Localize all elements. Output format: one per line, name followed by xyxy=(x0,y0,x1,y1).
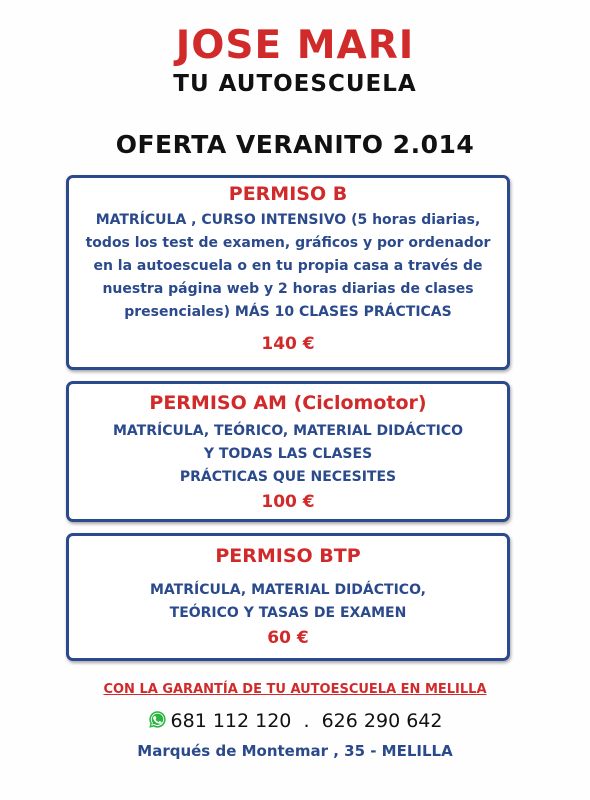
offer-description-line: PRÁCTICAS QUE NECESITES xyxy=(179,469,397,485)
phone-row xyxy=(0,707,590,735)
offer-card-permiso-am xyxy=(66,381,510,522)
offer-description-line: TEÓRICO Y TASAS DE EXAMEN xyxy=(169,605,407,621)
offer-price: 60 € xyxy=(267,628,309,648)
offer-description-line: MATRÍCULA, TEÓRICO, MATERIAL DIDÁCTICO xyxy=(112,423,464,439)
brand-tagline: TU AUTOESCUELA xyxy=(173,71,417,97)
offer-description-line: MATRÍCULA , CURSO INTENSIVO (5 horas diarias, xyxy=(95,212,481,228)
offer-card-permiso-b xyxy=(66,175,510,370)
offer-description-line: Y TODAS LAS CLASES xyxy=(203,446,373,462)
offer-title-permiso-btp: PERMISO BTP xyxy=(215,545,361,567)
address: Marqués de Montemar , 35 - MELILLA xyxy=(137,742,453,760)
offer-card-permiso-btp xyxy=(66,533,510,661)
offer-description xyxy=(69,579,507,625)
offer-description xyxy=(69,209,507,324)
guarantee-text: CON LA GARANTÍA DE TU AUTOESCUELA EN MELILLA xyxy=(103,682,487,697)
offer-price: 140 € xyxy=(261,334,315,354)
offer-description-line: en la autoescuela o en tu propia casa a través de xyxy=(93,258,483,274)
whatsapp-icon xyxy=(148,709,167,728)
offer-description-line: todos los test de examen, gráficos y por ordenador xyxy=(85,235,491,251)
offer-title-permiso-am: PERMISO AM (Ciclomotor) xyxy=(149,392,427,414)
offer-title: OFERTA VERANITO 2.014 xyxy=(115,130,475,159)
offer-description-line: MATRÍCULA, MATERIAL DIDÁCTICO, xyxy=(150,582,426,598)
offer-description-line: nuestra página web y 2 horas diarias de clases xyxy=(102,281,474,297)
phone-numbers: 681 112 120 . 626 290 642 xyxy=(170,710,443,732)
offer-price: 100 € xyxy=(261,492,315,512)
offer-description-line: presenciales) MÁS 10 CLASES PRÁCTICAS xyxy=(124,304,452,320)
offer-title-permiso-b: PERMISO B xyxy=(228,183,348,205)
brand-name: JOSE MARI xyxy=(175,23,415,68)
offer-description xyxy=(69,420,507,489)
